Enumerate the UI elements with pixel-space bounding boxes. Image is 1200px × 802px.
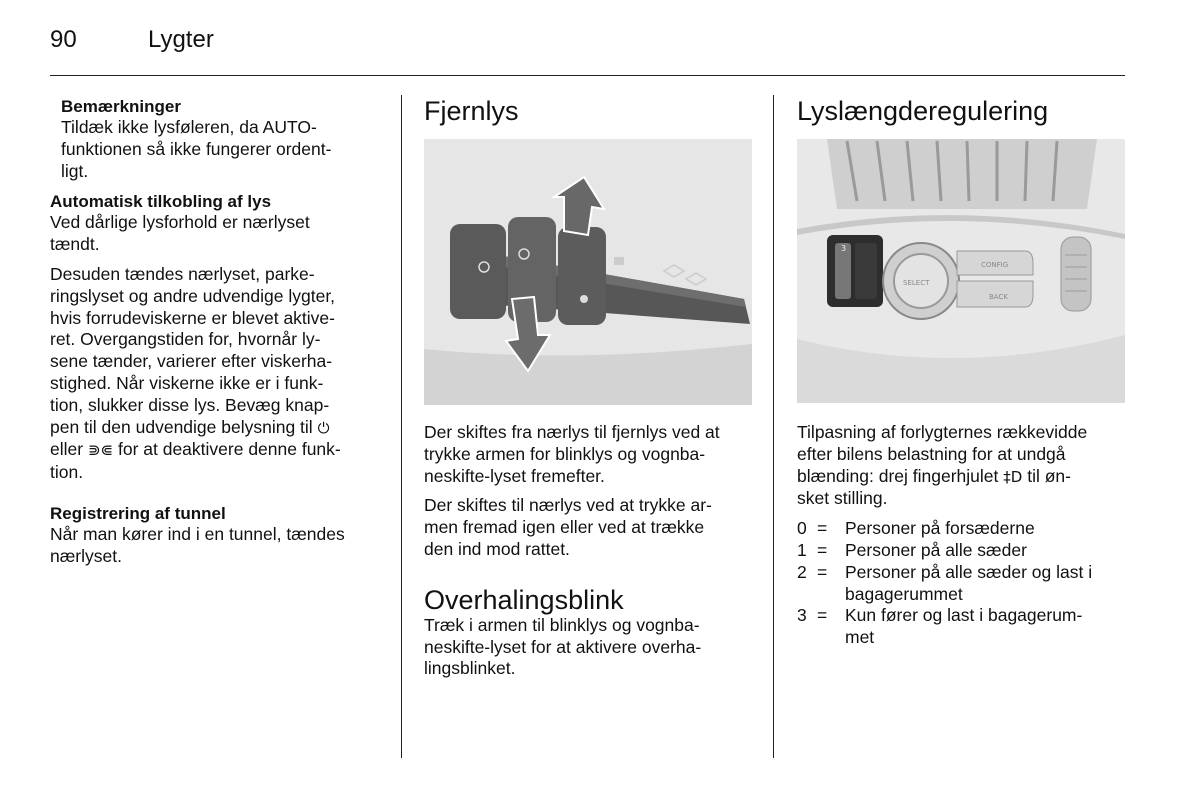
notes-line: funktionen så ikke fungerer ordent-: [61, 138, 332, 159]
header-rule: [50, 75, 1125, 76]
body-text: pen til den udvendige belysning til: [50, 416, 313, 437]
body-line: Ved dårlige lysforhold er nærlyset: [50, 212, 310, 233]
column-divider-1: [401, 95, 402, 758]
body-line: tændt.: [50, 234, 100, 255]
list-item: [797, 605, 1132, 649]
body-line: men fremad igen eller ved at trække: [424, 517, 705, 538]
body-line: efter bilens belastning for at undgå: [797, 443, 1066, 464]
list-number: 3: [797, 605, 807, 626]
headlight-range-title: Lyslængderegulering: [797, 96, 1049, 126]
list-text: Personer på forsæderne: [845, 518, 1035, 539]
body-line: hvis forrudeviskerne er blevet aktive-: [50, 307, 335, 328]
power-icon: ⏻: [317, 418, 330, 437]
body-text: eller: [50, 439, 84, 460]
list-item: [797, 518, 1132, 540]
headlight-range-icon: ‡D: [1003, 467, 1023, 486]
body-line: Der skiftes til nærlys ved at trykke ar-: [424, 495, 712, 516]
body-line: ringslyset og andre udvendige lygter,: [50, 285, 336, 306]
body-text: til øn-: [1027, 465, 1071, 486]
body-line: sene tænder, varierer efter viskerha-: [50, 351, 333, 372]
notes-box: [50, 96, 385, 182]
column-middle: [424, 96, 759, 126]
parking-light-icon: ⋑⋐: [87, 441, 114, 460]
column-left: [50, 96, 385, 568]
section-title: Lygter: [148, 26, 214, 53]
auto-lights-paragraph: [50, 264, 385, 484]
config-label: CONFIG: [981, 261, 1009, 269]
body-line: Når man kører ind i en tunnel, tændes: [50, 523, 345, 544]
body-line: Desuden tændes nærlyset, parke-: [50, 263, 315, 284]
position-list: [797, 518, 1132, 649]
list-text: Kun fører og last i bagagerum- met: [845, 605, 1083, 648]
body-line: trykke armen for blinklys og vognba-: [424, 443, 706, 464]
list-equals: =: [817, 518, 828, 539]
high-beam-title: Fjernlys: [424, 96, 519, 126]
column-right: [797, 96, 1132, 126]
body-line: tion.: [50, 462, 84, 483]
stalk-illustration: [424, 139, 752, 405]
column-divider-2: [773, 95, 774, 758]
dashboard-drawing: [797, 139, 1125, 403]
body-line: lingsblinket.: [424, 658, 516, 679]
list-number: 1: [797, 539, 807, 560]
body-line: den ind mod rattet.: [424, 538, 570, 559]
page-number: 90: [50, 26, 77, 53]
list-text: Personer på alle sæder og last i bagagerummet: [845, 561, 1093, 604]
body-line: neskifte-lyset fremefter.: [424, 465, 605, 486]
body-line: Der skiftes fra nærlys til fjernlys ved at: [424, 422, 720, 442]
body-line: [50, 417, 385, 440]
wheel-digit: 3: [841, 244, 847, 253]
body-line: tion, slukker disse lys. Bevæg knap-: [50, 394, 330, 415]
body-text: for at deaktivere denne funk-: [117, 439, 341, 460]
body-line: nærlyset.: [50, 545, 122, 566]
tunnel-title: Registrering af tunnel: [50, 503, 226, 523]
list-number: 0: [797, 518, 807, 539]
notes-line: Tildæk ikke lysføleren, da AUTO-: [61, 117, 317, 137]
notes-line: ligt.: [61, 160, 89, 181]
body-line: stighed. Når viskerne ikke er i funk-: [50, 372, 324, 393]
list-item: [797, 540, 1132, 562]
body-line: Tilpasning af forlygternes rækkevidde: [797, 422, 1088, 442]
select-label: SELECT: [903, 279, 930, 287]
back-label: BACK: [989, 293, 1008, 301]
body-line: [50, 439, 385, 462]
headlight-range-text: [797, 422, 1132, 649]
list-equals: =: [817, 561, 828, 582]
notes-title: Bemærkninger: [61, 97, 181, 116]
list-equals: =: [817, 605, 828, 626]
dashboard-illustration: [797, 139, 1125, 403]
list-item: [797, 562, 1132, 606]
flash-title: Overhalingsblink: [424, 584, 624, 615]
list-text: Personer på alle sæder: [845, 539, 1027, 560]
body-line: [797, 466, 1132, 489]
body-text: blænding: drej fingerhjulet: [797, 465, 999, 486]
stalk-drawing: [424, 139, 752, 405]
list-equals: =: [817, 539, 828, 560]
low-beam-paragraph: [424, 495, 759, 560]
list-number: 2: [797, 561, 807, 582]
body-line: Træk i armen til blinklys og vognba-: [424, 614, 700, 635]
body-line: sket stilling.: [797, 488, 888, 509]
body-line: ret. Overgangstiden for, hvornår ly-: [50, 329, 321, 350]
auto-lights-title: Automatisk tilkobling af lys: [50, 192, 272, 212]
high-beam-text: [424, 422, 759, 680]
body-line: neskifte-lyset for at aktivere overha-: [424, 636, 702, 657]
